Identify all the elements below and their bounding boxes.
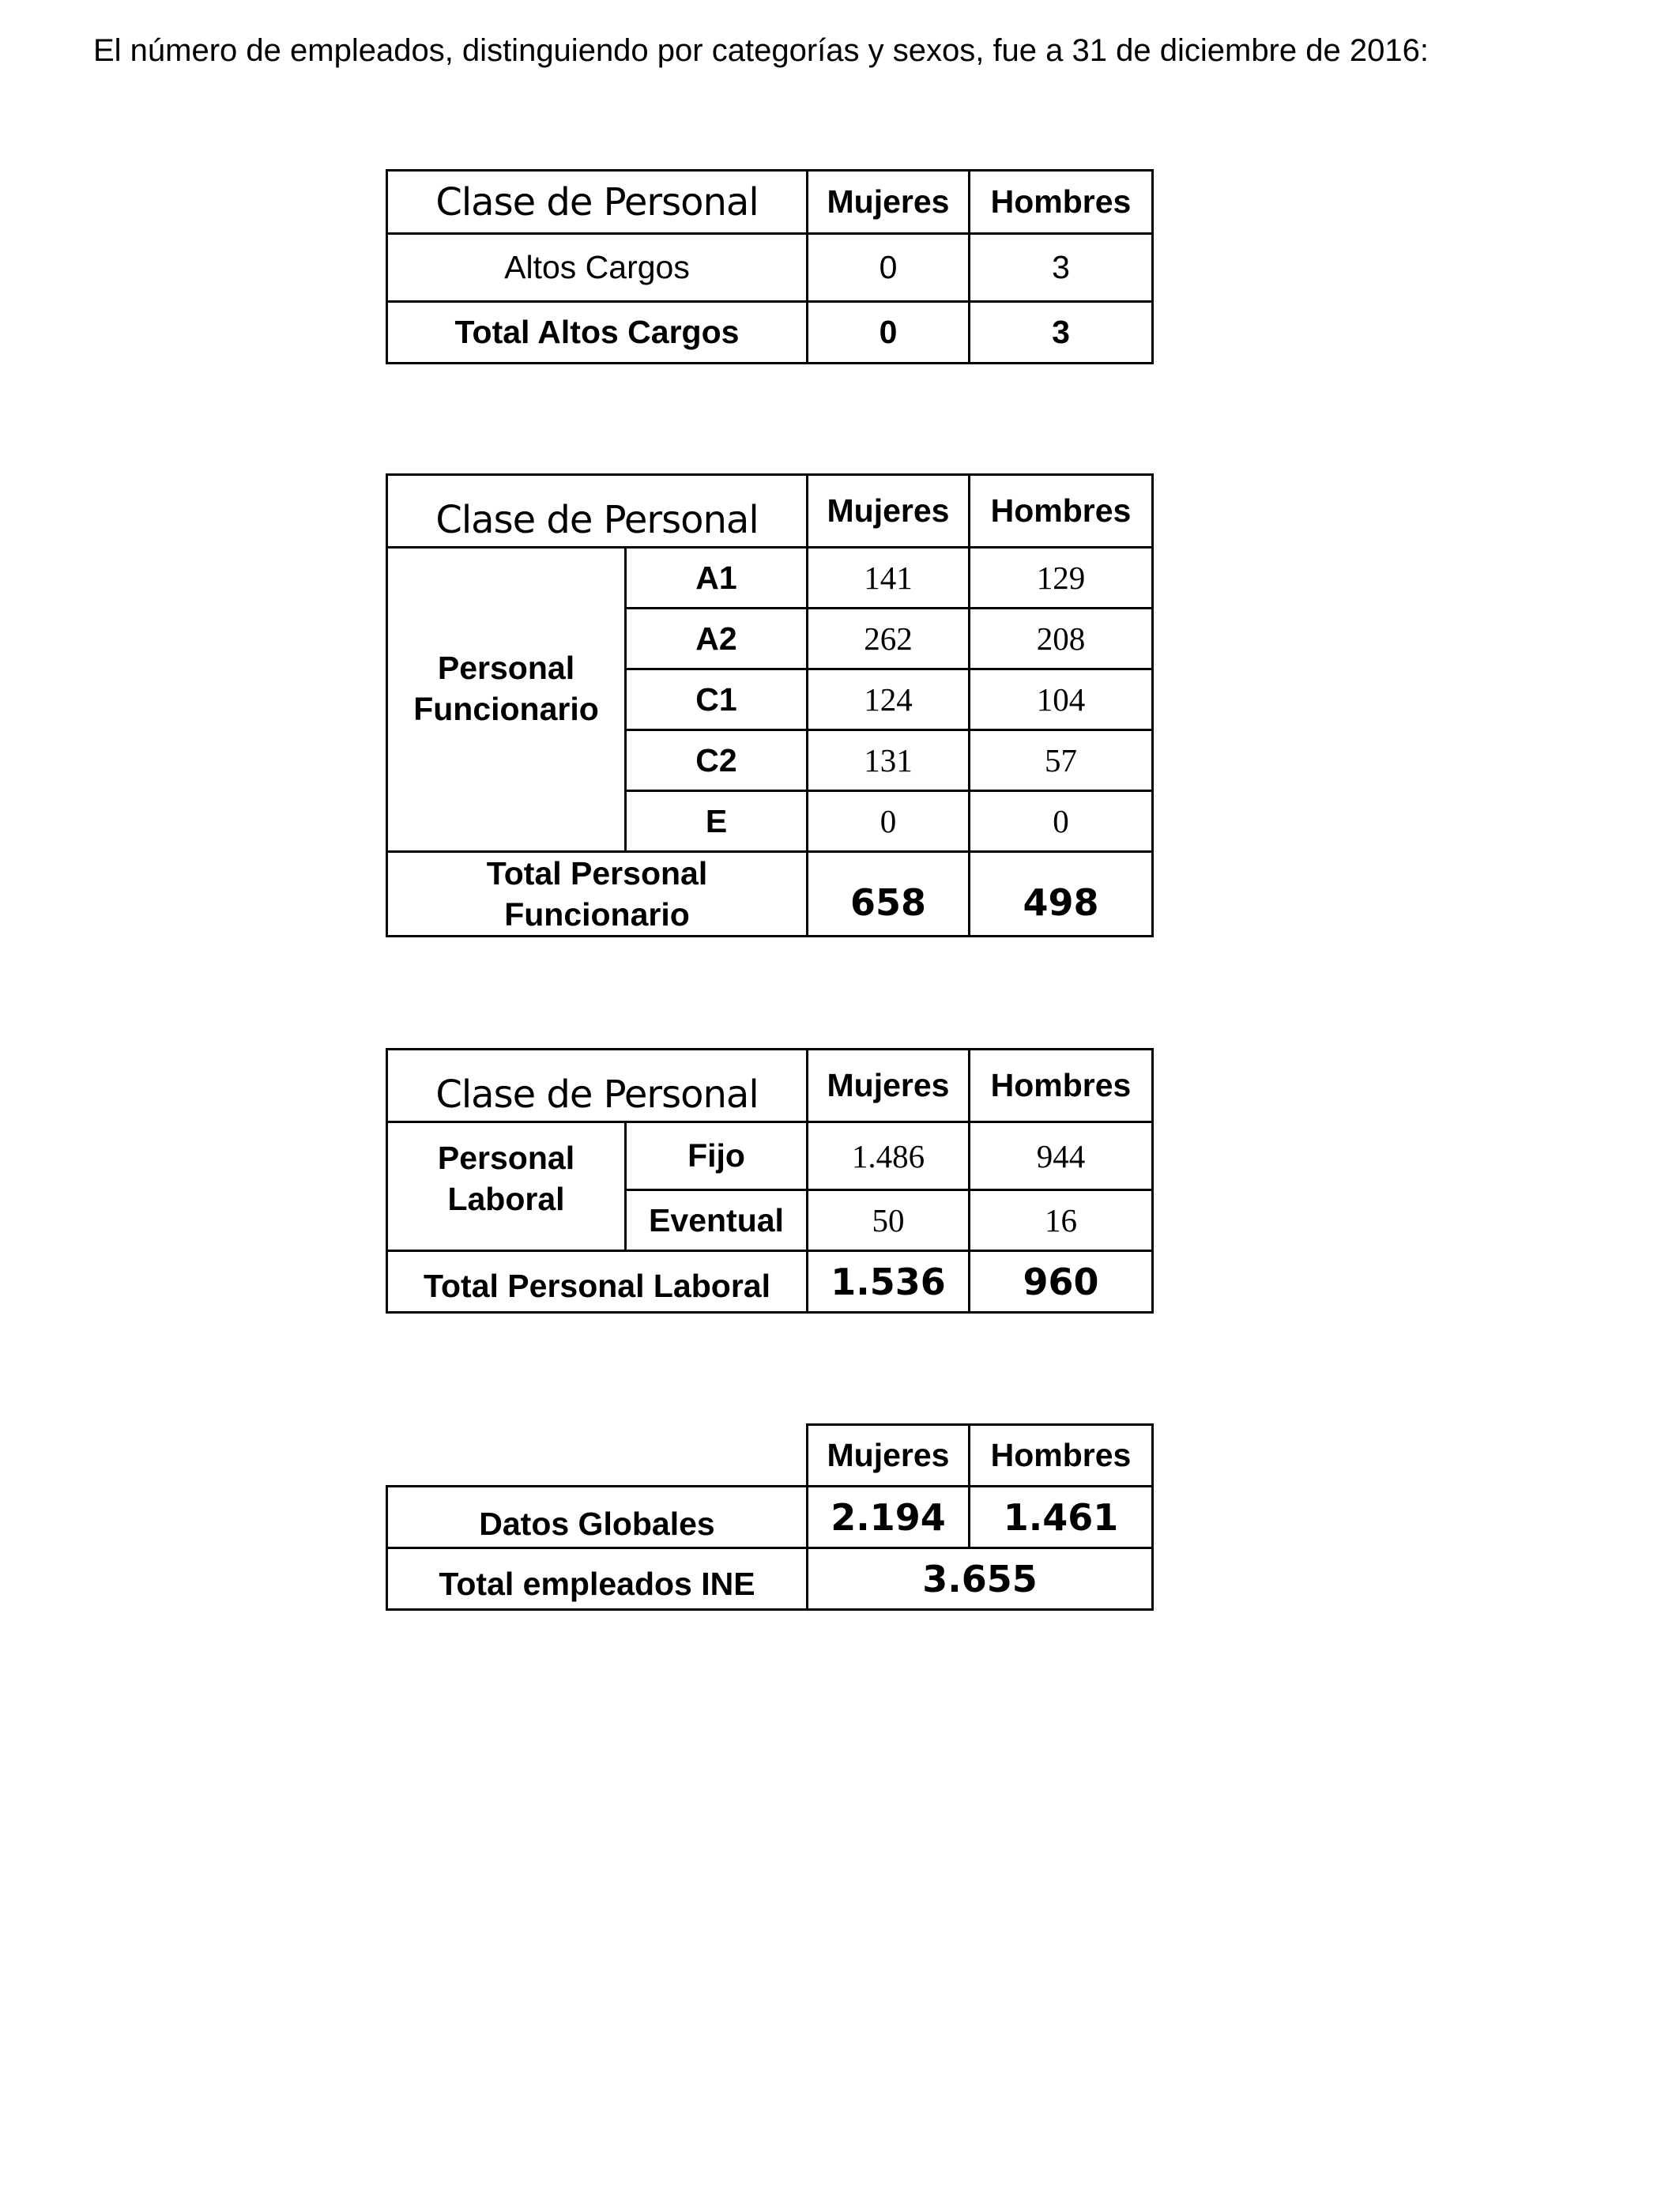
- cell-hombres: 16: [970, 1190, 1153, 1251]
- header-clase: Clase de Personal: [387, 171, 808, 234]
- table-datos-globales: [386, 1423, 1154, 1611]
- category-label: E: [626, 791, 808, 852]
- category-label: C2: [626, 730, 808, 791]
- total-empleados-value: 3.655: [808, 1548, 1153, 1610]
- table-personal-funcionario: [386, 473, 1154, 937]
- table-row: [387, 548, 1153, 609]
- group-label-line-1: Personal: [437, 650, 575, 686]
- total-row: [387, 852, 1153, 937]
- total-label-line-2: Funcionario: [504, 896, 690, 933]
- header-mujeres: Mujeres: [808, 1425, 970, 1487]
- empty-header-cell: [387, 1425, 808, 1487]
- table-row: [387, 234, 1153, 302]
- globales-hombres: 1.461: [970, 1487, 1153, 1548]
- cell-hombres: 104: [970, 669, 1153, 730]
- cell-hombres: 944: [970, 1122, 1153, 1190]
- cell-mujeres: 1.486: [808, 1122, 970, 1190]
- header-clase: Clase de Personal: [387, 475, 808, 548]
- total-label: Total Personal Laboral: [387, 1251, 808, 1313]
- group-label-line-2: Funcionario: [413, 691, 599, 727]
- cell-mujeres: 262: [808, 609, 970, 669]
- table-personal-laboral: [386, 1048, 1154, 1314]
- total-row: [387, 1548, 1153, 1610]
- globales-mujeres: 2.194: [808, 1487, 970, 1548]
- cell-mujeres: 131: [808, 730, 970, 791]
- total-label: [387, 852, 808, 937]
- total-hombres: 3: [970, 302, 1153, 364]
- category-label: C1: [626, 669, 808, 730]
- cell-hombres: 57: [970, 730, 1153, 791]
- table-header-row: [387, 475, 1153, 548]
- total-hombres: 960: [970, 1251, 1153, 1313]
- table-altos-cargos: [386, 169, 1154, 364]
- cell-hombres: 0: [970, 791, 1153, 852]
- table-row: [387, 1122, 1153, 1190]
- table-header-row: [387, 1050, 1153, 1122]
- group-label-line-2: Laboral: [447, 1181, 565, 1217]
- cell-mujeres: 0: [808, 791, 970, 852]
- cell-hombres: 208: [970, 609, 1153, 669]
- total-hombres: 498: [970, 852, 1153, 937]
- category-label: A1: [626, 548, 808, 609]
- total-mujeres: 0: [808, 302, 970, 364]
- header-mujeres: Mujeres: [808, 171, 970, 234]
- table-header-row: [387, 1425, 1153, 1487]
- total-mujeres: 658: [808, 852, 970, 937]
- group-label-laboral: [387, 1122, 626, 1251]
- header-mujeres: Mujeres: [808, 475, 970, 548]
- header-hombres: Hombres: [970, 1050, 1153, 1122]
- cell-mujeres: 141: [808, 548, 970, 609]
- total-row: [387, 302, 1153, 364]
- cell-mujeres: 124: [808, 669, 970, 730]
- category-label: A2: [626, 609, 808, 669]
- total-mujeres: 1.536: [808, 1251, 970, 1313]
- cell-mujeres: 0: [808, 234, 970, 302]
- group-label-funcionario: [387, 548, 626, 852]
- total-label-line-1: Total Personal: [486, 855, 708, 892]
- header-clase: Clase de Personal: [387, 1050, 808, 1122]
- total-empleados-label: Total empleados INE: [387, 1548, 808, 1610]
- table-row: [387, 1487, 1153, 1548]
- category-label: Eventual: [626, 1190, 808, 1251]
- table-header-row: [387, 171, 1153, 234]
- header-hombres: Hombres: [970, 475, 1153, 548]
- header-hombres: Hombres: [970, 1425, 1153, 1487]
- globales-label: Datos Globales: [387, 1487, 808, 1548]
- cell-hombres: 129: [970, 548, 1153, 609]
- header-hombres: Hombres: [970, 171, 1153, 234]
- row-label: Altos Cargos: [387, 234, 808, 302]
- category-label: Fijo: [626, 1122, 808, 1190]
- total-label: Total Altos Cargos: [387, 302, 808, 364]
- header-mujeres: Mujeres: [808, 1050, 970, 1122]
- total-row: [387, 1251, 1153, 1313]
- intro-text: El número de empleados, distinguiendo por categorías y sexos, fue a 31 de diciembre de 2016:: [93, 33, 1429, 68]
- group-label-line-1: Personal: [437, 1140, 575, 1176]
- cell-mujeres: 50: [808, 1190, 970, 1251]
- cell-hombres: 3: [970, 234, 1153, 302]
